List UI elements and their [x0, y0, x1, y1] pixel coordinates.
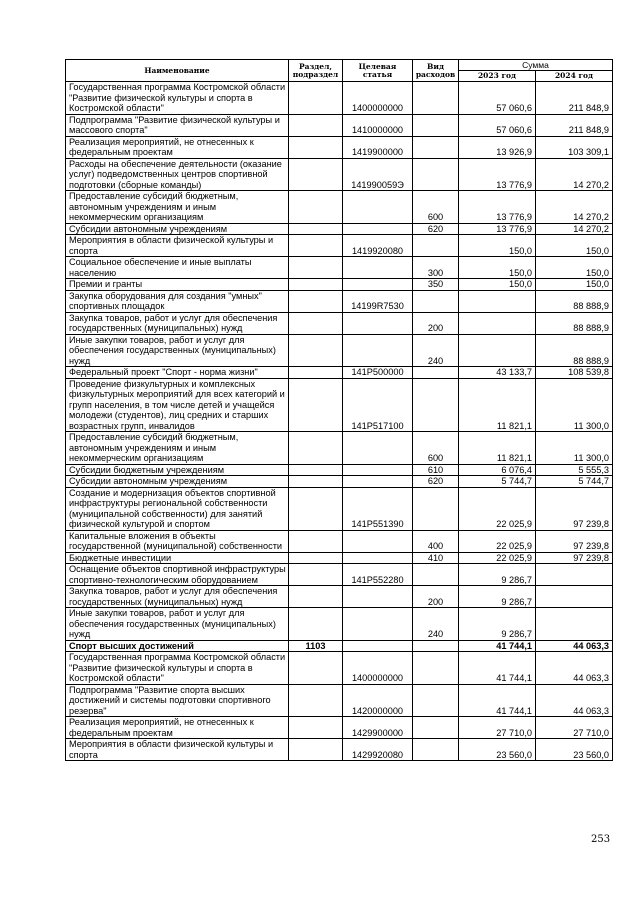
- cell-section: [289, 530, 343, 552]
- cell-amount-2024: 97 239,8: [536, 530, 613, 552]
- cell-section: [289, 464, 343, 476]
- cell-amount-2024: 97 239,8: [536, 487, 613, 530]
- table-row: [66, 464, 613, 476]
- cell-article: [343, 586, 413, 608]
- cell-section: [289, 717, 343, 739]
- header-section-line2: подраздел: [292, 69, 339, 79]
- table-row: [66, 652, 613, 685]
- cell-amount-2024: 11 300,0: [536, 378, 613, 432]
- cell-article: [343, 312, 413, 334]
- cell-kind: [413, 652, 459, 685]
- cell-section: [289, 82, 343, 115]
- cell-article: 1410000000: [343, 114, 413, 136]
- table-row: [66, 640, 613, 652]
- budget-table-container: [65, 59, 612, 761]
- cell-section: [289, 684, 343, 717]
- cell-article: [343, 464, 413, 476]
- cell-section: [289, 223, 343, 235]
- cell-article: 1419920080: [343, 235, 413, 257]
- cell-amount-2023: 13 926,9: [459, 136, 536, 158]
- cell-article: 141990059Э: [343, 158, 413, 191]
- cell-kind: [413, 684, 459, 717]
- header-row: [66, 60, 613, 71]
- cell-name: Бюджетные инвестиции: [66, 552, 289, 564]
- cell-article: 1400000000: [343, 652, 413, 685]
- cell-amount-2023: 57 060,6: [459, 82, 536, 115]
- cell-name: Предоставление субсидий бюджетным, автономным учреждениям и иным некоммерческим организациям: [66, 432, 289, 465]
- table-row: [66, 223, 613, 235]
- table-row: [66, 279, 613, 291]
- cell-name: Расходы на обеспечение деятельности (оказание услуг) подведомственных центров спортивной подготовки (сборные команды): [66, 158, 289, 191]
- table-row: [66, 564, 613, 586]
- cell-amount-2023: 9 286,7: [459, 564, 536, 586]
- cell-name: Оснащение объектов спортивной инфраструктуры спортивно-технологическим оборудованием: [66, 564, 289, 586]
- table-row: [66, 114, 613, 136]
- table-row: [66, 378, 613, 432]
- cell-section: [289, 476, 343, 488]
- cell-kind: 610: [413, 464, 459, 476]
- header-kind: [413, 60, 459, 82]
- cell-amount-2024: 150,0: [536, 279, 613, 291]
- cell-amount-2023: 22 025,9: [459, 552, 536, 564]
- cell-kind: [413, 487, 459, 530]
- cell-section: [289, 487, 343, 530]
- cell-name: Социальное обеспечение и иные выплаты населению: [66, 257, 289, 279]
- cell-section: [289, 552, 343, 564]
- cell-name: Создание и модернизация объектов спортивной инфраструктуры региональной собственности (муниципальной собственности) для занятий физической культурой и спортом: [66, 487, 289, 530]
- page-number: 253: [591, 834, 611, 845]
- cell-kind: 410: [413, 552, 459, 564]
- cell-kind: [413, 235, 459, 257]
- cell-article: [343, 223, 413, 235]
- table-row: [66, 552, 613, 564]
- cell-kind: [413, 564, 459, 586]
- cell-amount-2024: 150,0: [536, 257, 613, 279]
- cell-name: Подпрограмма "Развитие физической культуры и массового спорта": [66, 114, 289, 136]
- cell-section: [289, 586, 343, 608]
- cell-section: [289, 739, 343, 761]
- header-sum: Сумма: [459, 60, 613, 71]
- cell-article: 141P517100: [343, 378, 413, 432]
- cell-amount-2023: 150,0: [459, 235, 536, 257]
- cell-amount-2024: 211 848,9: [536, 82, 613, 115]
- cell-article: [343, 640, 413, 652]
- cell-name: Реализация мероприятий, не отнесенных к федеральным проектам: [66, 136, 289, 158]
- cell-amount-2023: 5 744,7: [459, 476, 536, 488]
- cell-kind: [413, 640, 459, 652]
- cell-amount-2024: 88 888,9: [536, 290, 613, 312]
- cell-section: [289, 290, 343, 312]
- header-article-line1: Целевая: [358, 61, 397, 71]
- cell-amount-2023: 13 776,9: [459, 223, 536, 235]
- cell-amount-2024: 97 239,8: [536, 552, 613, 564]
- header-section: [289, 60, 343, 82]
- cell-amount-2024: 14 270,2: [536, 191, 613, 224]
- cell-amount-2023: 13 776,9: [459, 158, 536, 191]
- cell-kind: [413, 82, 459, 115]
- table-row: [66, 684, 613, 717]
- cell-kind: 600: [413, 191, 459, 224]
- cell-kind: [413, 136, 459, 158]
- cell-article: 14199R7530: [343, 290, 413, 312]
- cell-amount-2024: 5 555,3: [536, 464, 613, 476]
- cell-kind: 620: [413, 223, 459, 235]
- cell-amount-2023: [459, 290, 536, 312]
- table-row: [66, 608, 613, 641]
- cell-kind: 200: [413, 586, 459, 608]
- cell-name: Закупка товаров, работ и услуг для обеспечения государственных (муниципальных) нужд: [66, 312, 289, 334]
- cell-amount-2023: 9 286,7: [459, 608, 536, 641]
- cell-kind: 300: [413, 257, 459, 279]
- cell-name: Предоставление субсидий бюджетным, автономным учреждениям и иным некоммерческим организациям: [66, 191, 289, 224]
- cell-amount-2024: 88 888,9: [536, 334, 613, 367]
- cell-kind: [413, 367, 459, 379]
- cell-kind: 400: [413, 530, 459, 552]
- cell-amount-2023: 22 025,9: [459, 487, 536, 530]
- cell-section: [289, 312, 343, 334]
- cell-kind: 240: [413, 608, 459, 641]
- table-row: [66, 717, 613, 739]
- cell-article: [343, 432, 413, 465]
- cell-amount-2024: 88 888,9: [536, 312, 613, 334]
- cell-amount-2024: 44 063,3: [536, 640, 613, 652]
- cell-article: [343, 279, 413, 291]
- cell-amount-2024: 5 744,7: [536, 476, 613, 488]
- cell-article: 141P552280: [343, 564, 413, 586]
- cell-name: Субсидии автономным учреждениям: [66, 476, 289, 488]
- cell-kind: [413, 114, 459, 136]
- cell-kind: 240: [413, 334, 459, 367]
- cell-amount-2023: 150,0: [459, 279, 536, 291]
- header-article: [343, 60, 413, 82]
- cell-amount-2023: 41 744,1: [459, 652, 536, 685]
- cell-amount-2023: 150,0: [459, 257, 536, 279]
- cell-section: [289, 158, 343, 191]
- cell-name: Федеральный проект "Спорт - норма жизни": [66, 367, 289, 379]
- cell-section: [289, 367, 343, 379]
- cell-amount-2024: [536, 564, 613, 586]
- table-row: [66, 136, 613, 158]
- cell-article: 1419900000: [343, 136, 413, 158]
- table-row: [66, 235, 613, 257]
- cell-section: [289, 334, 343, 367]
- header-year-2023: 2023 год: [459, 71, 536, 82]
- cell-section: [289, 378, 343, 432]
- cell-section: [289, 432, 343, 465]
- cell-section: [289, 235, 343, 257]
- table-row: [66, 476, 613, 488]
- cell-name: Иные закупки товаров, работ и услуг для обеспечения государственных (муниципальных) нужд: [66, 608, 289, 641]
- table-row: [66, 257, 613, 279]
- cell-name: Капитальные вложения в объекты государственной (муниципальной) собственности: [66, 530, 289, 552]
- cell-amount-2023: 13 776,9: [459, 191, 536, 224]
- cell-section: [289, 608, 343, 641]
- cell-name: Мероприятия в области физической культуры и спорта: [66, 235, 289, 257]
- cell-amount-2023: 41 744,1: [459, 640, 536, 652]
- cell-name: Проведение физкультурных и комплексных физкультурных мероприятий для всех категорий и групп населения, в том числе детей и учащейся молодежи (студентов), лиц средних и старших возрастных групп, инвалидов: [66, 378, 289, 432]
- cell-article: 1400000000: [343, 82, 413, 115]
- cell-name: Закупка оборудования для создания "умных" спортивных площадок: [66, 290, 289, 312]
- table-row: [66, 158, 613, 191]
- cell-amount-2023: 9 286,7: [459, 586, 536, 608]
- cell-kind: [413, 290, 459, 312]
- table-row: [66, 586, 613, 608]
- cell-article: [343, 476, 413, 488]
- table-body: [66, 82, 613, 761]
- cell-amount-2023: 11 821,1: [459, 378, 536, 432]
- cell-article: 141P551390: [343, 487, 413, 530]
- cell-name: Мероприятия в области физической культуры и спорта: [66, 739, 289, 761]
- cell-amount-2024: 23 560,0: [536, 739, 613, 761]
- cell-amount-2023: [459, 312, 536, 334]
- cell-article: [343, 530, 413, 552]
- cell-article: [343, 608, 413, 641]
- cell-amount-2023: 27 710,0: [459, 717, 536, 739]
- cell-amount-2023: 11 821,1: [459, 432, 536, 465]
- cell-amount-2024: 103 309,1: [536, 136, 613, 158]
- table-row: [66, 487, 613, 530]
- cell-amount-2024: [536, 608, 613, 641]
- cell-name: Премии и гранты: [66, 279, 289, 291]
- cell-name: Субсидии автономным учреждениям: [66, 223, 289, 235]
- table-row: [66, 290, 613, 312]
- cell-amount-2023: [459, 334, 536, 367]
- cell-article: [343, 334, 413, 367]
- table-row: [66, 739, 613, 761]
- cell-section: 1103: [289, 640, 343, 652]
- cell-amount-2024: 14 270,2: [536, 158, 613, 191]
- cell-section: [289, 279, 343, 291]
- cell-section: [289, 652, 343, 685]
- cell-article: 1429920080: [343, 739, 413, 761]
- cell-amount-2023: 57 060,6: [459, 114, 536, 136]
- cell-amount-2024: 150,0: [536, 235, 613, 257]
- cell-amount-2024: 11 300,0: [536, 432, 613, 465]
- cell-section: [289, 191, 343, 224]
- cell-article: 1420000000: [343, 684, 413, 717]
- cell-kind: 620: [413, 476, 459, 488]
- cell-kind: [413, 158, 459, 191]
- table-row: [66, 432, 613, 465]
- cell-name: Спорт высших достижений: [66, 640, 289, 652]
- cell-kind: [413, 739, 459, 761]
- header-year-2024: 2024 год: [536, 71, 613, 82]
- cell-amount-2023: 22 025,9: [459, 530, 536, 552]
- cell-amount-2023: 43 133,7: [459, 367, 536, 379]
- cell-section: [289, 257, 343, 279]
- cell-name: Субсидии бюджетным учреждениям: [66, 464, 289, 476]
- table-row: [66, 367, 613, 379]
- cell-kind: [413, 717, 459, 739]
- table-row: [66, 530, 613, 552]
- cell-kind: 350: [413, 279, 459, 291]
- cell-kind: 600: [413, 432, 459, 465]
- budget-table: [65, 59, 613, 761]
- cell-amount-2024: 27 710,0: [536, 717, 613, 739]
- cell-name: Государственная программа Костромской области "Развитие физической культуры и спорта в Костромской области": [66, 652, 289, 685]
- cell-article: [343, 191, 413, 224]
- header-article-line2: статья: [362, 69, 393, 79]
- table-row: [66, 312, 613, 334]
- cell-section: [289, 564, 343, 586]
- cell-amount-2024: 108 539,8: [536, 367, 613, 379]
- table-row: [66, 191, 613, 224]
- cell-name: Подпрограмма "Развитие спорта высших достижений и системы подготовки спортивного резерва": [66, 684, 289, 717]
- cell-section: [289, 136, 343, 158]
- cell-amount-2023: 41 744,1: [459, 684, 536, 717]
- table-row: [66, 334, 613, 367]
- cell-article: [343, 552, 413, 564]
- cell-amount-2023: 23 560,0: [459, 739, 536, 761]
- header-name: Наименование: [66, 60, 289, 82]
- cell-amount-2024: 44 063,3: [536, 684, 613, 717]
- cell-name: Закупка товаров, работ и услуг для обеспечения государственных (муниципальных) нужд: [66, 586, 289, 608]
- cell-amount-2024: [536, 586, 613, 608]
- cell-amount-2024: 44 063,3: [536, 652, 613, 685]
- header-kind-line1: Вид: [427, 61, 444, 71]
- cell-name: Иные закупки товаров, работ и услуг для обеспечения государственных (муниципальных) нужд: [66, 334, 289, 367]
- cell-name: Реализация мероприятий, не отнесенных к федеральным проектам: [66, 717, 289, 739]
- cell-name: Государственная программа Костромской области "Развитие физической культуры и спорта в Костромской области": [66, 82, 289, 115]
- cell-kind: 200: [413, 312, 459, 334]
- cell-article: 141P500000: [343, 367, 413, 379]
- header-section-line1: Раздел,: [299, 61, 332, 71]
- table-row: [66, 82, 613, 115]
- cell-section: [289, 114, 343, 136]
- cell-kind: [413, 378, 459, 432]
- header-kind-line2: расходов: [415, 69, 456, 79]
- cell-amount-2024: 14 270,2: [536, 223, 613, 235]
- cell-amount-2023: 6 076,4: [459, 464, 536, 476]
- cell-amount-2024: 211 848,9: [536, 114, 613, 136]
- cell-article: [343, 257, 413, 279]
- cell-article: 1429900000: [343, 717, 413, 739]
